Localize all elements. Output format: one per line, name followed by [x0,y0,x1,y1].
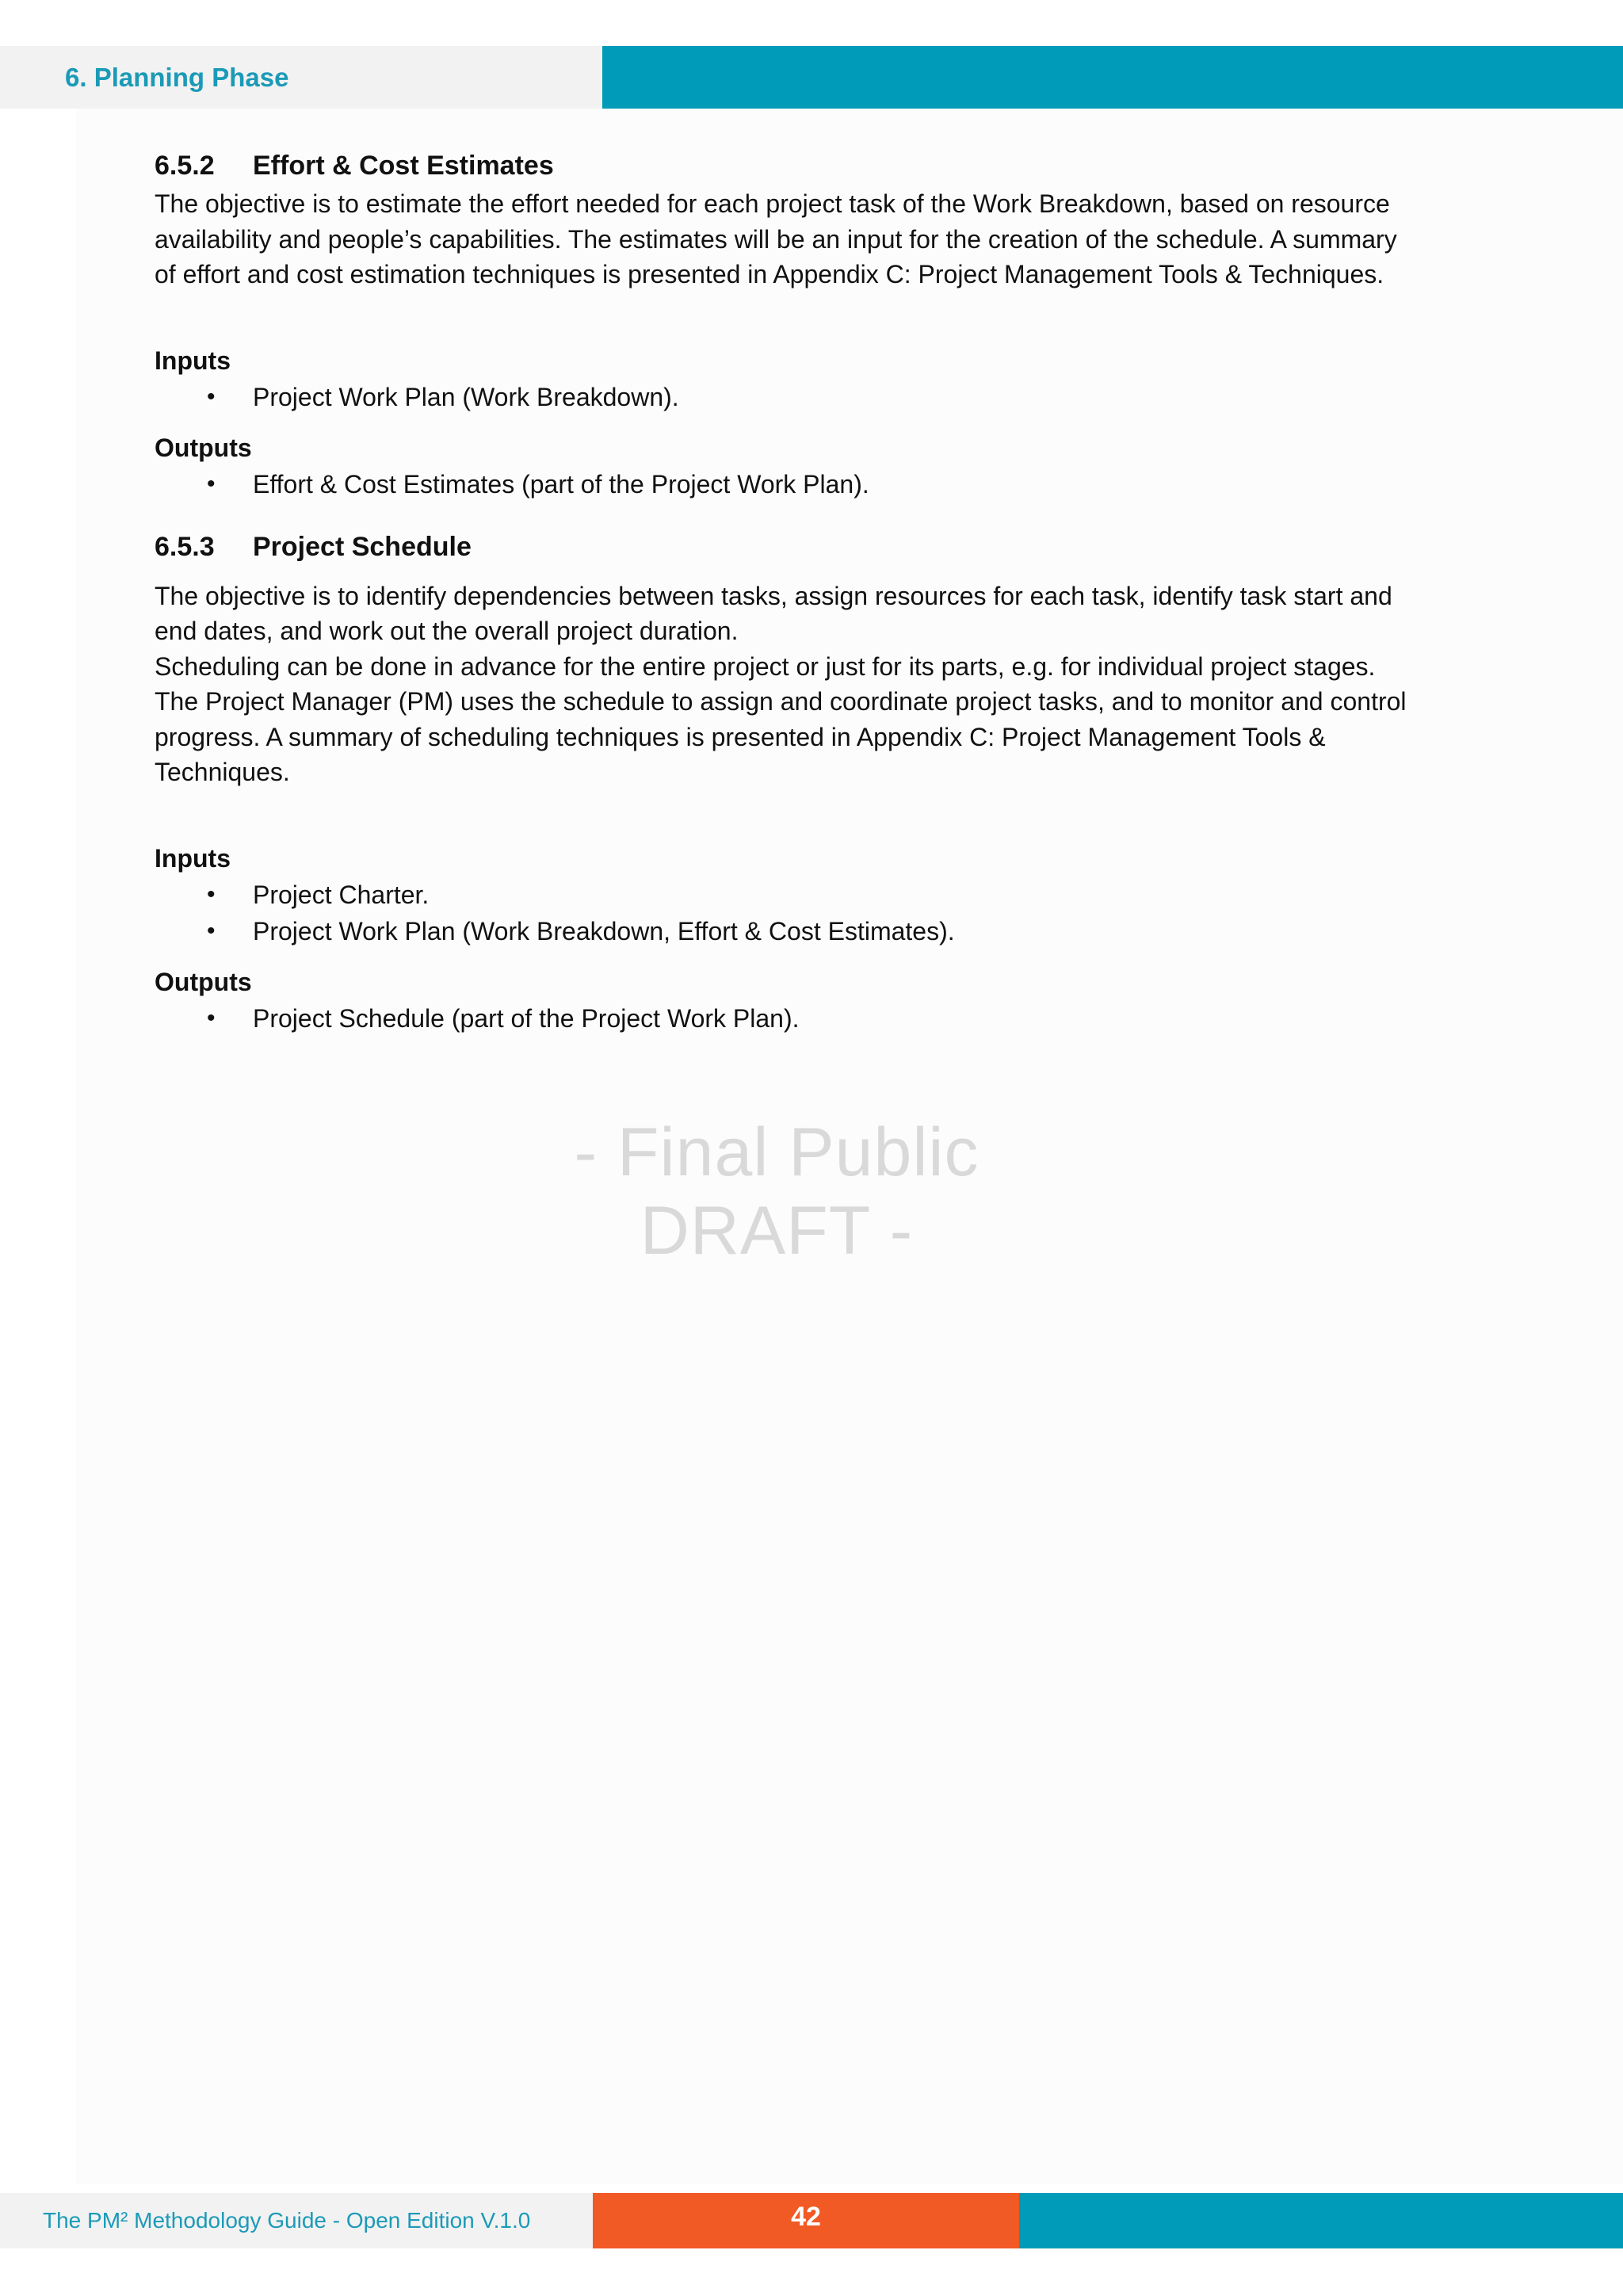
section-heading [155,526,1423,567]
bullet-icon: • [207,1004,216,1031]
bullet-icon: • [207,383,216,410]
document-content [155,145,1423,1037]
section-effort-cost [155,145,1423,502]
section-title: Project Schedule [253,531,472,562]
footer-accent-bar [1019,2193,1623,2248]
inputs-list [155,877,1423,949]
draft-watermark: - Final Public DRAFT - [574,1114,980,1269]
bullet-icon: • [207,917,216,944]
body-paragraph: The objective is to identify dependencies between tasks, assign resources for each task, identify task start and end dates, and work out the overall project duration. [155,581,1392,645]
list-item: • Effort & Cost Estimates (part of the Project Work Plan). [155,466,1423,502]
page-number: 42 [593,2193,1019,2248]
inputs-list [155,379,1423,415]
list-item: • Project Schedule (part of the Project Work Plan). [155,1000,1423,1037]
inputs-label: Inputs [155,843,231,873]
bullet-icon: • [207,881,216,907]
outputs-label: Outputs [155,967,252,996]
outputs-list [155,1000,1423,1037]
bullet-icon: • [207,470,216,497]
body-paragraph: The objective is to estimate the effort needed for each project task of the Work Breakdown, based on resource availability and people’s capabilities. The estimates will be an input for the creation of the schedule. A summary of effort and cost estimation techniques is presented in Appendix C: Project Management Tools & Techniques. [155,189,1397,288]
body-paragraph: Scheduling can be done in advance for the entire project or just for its parts, e.g. for individual project stages. The Project Manager (PM) uses the schedule to assign and coordinate project tasks, and to monitor and control progress. A summary of scheduling techniques is presented in Appendix C: Project Management Tools & Techniques. [155,651,1407,786]
outputs-label: Outputs [155,433,252,462]
list-item: • Project Charter. [155,877,1423,913]
outputs-list [155,466,1423,502]
section-project-schedule [155,526,1423,1037]
inputs-label: Inputs [155,346,231,375]
list-item: • Project Work Plan (Work Breakdown). [155,379,1423,415]
list-item: • Project Work Plan (Work Breakdown, Effort & Cost Estimates). [155,913,1423,949]
footer-guide-title: The PM² Methodology Guide - Open Edition V.1.0 [43,2208,531,2233]
section-number: 6.5.2 [155,151,215,181]
section-title: Effort & Cost Estimates [253,151,554,181]
header-accent-bar [602,46,1623,109]
section-heading [155,145,1423,186]
section-number: 6.5.3 [155,531,215,562]
chapter-title: 6. Planning Phase [65,63,289,92]
